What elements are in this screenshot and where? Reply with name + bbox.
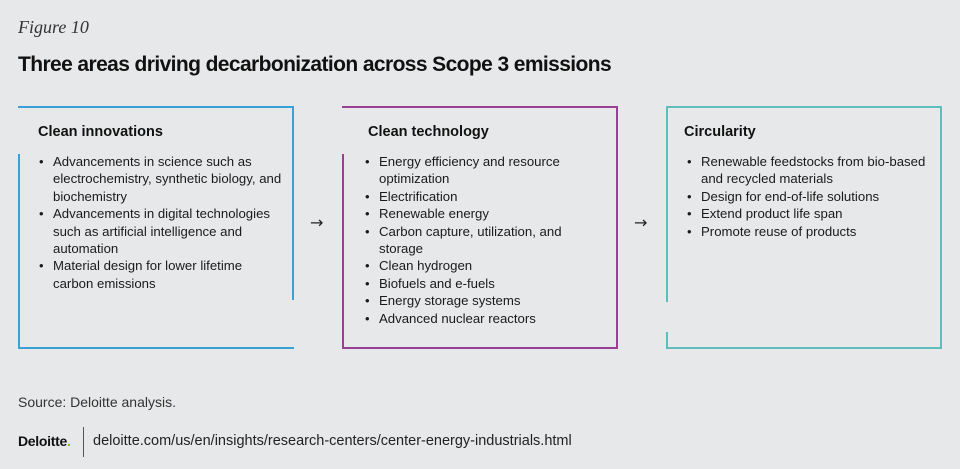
list-item: • Promote reuse of products bbox=[686, 223, 931, 240]
list-item: • Renewable energy bbox=[364, 205, 599, 222]
list-item: • Biofuels and e-fuels bbox=[364, 275, 599, 292]
list-item: • Advancements in science such as electrochemistry, synthetic biology, and biochemistry bbox=[38, 153, 283, 205]
panel-border-bottom bbox=[666, 347, 942, 349]
panel-clean-innovations bbox=[18, 106, 294, 349]
list-item: • Energy storage systems bbox=[364, 292, 599, 309]
list-item: • Carbon capture, utilization, and storage bbox=[364, 223, 599, 258]
panel-clean-technology bbox=[342, 106, 618, 349]
arrow-right-icon: → bbox=[310, 213, 324, 232]
figure-title: Three areas driving decarbonization across Scope 3 emissions bbox=[18, 53, 612, 76]
list-item: • Energy efficiency and resource optimization bbox=[364, 153, 599, 188]
list-item: • Advanced nuclear reactors bbox=[364, 310, 599, 327]
source-note: Source: Deloitte analysis. bbox=[18, 394, 176, 410]
panel-circularity bbox=[666, 106, 942, 349]
list-item: • Electrification bbox=[364, 188, 599, 205]
footer bbox=[18, 425, 918, 459]
arrow-right-icon: → bbox=[634, 213, 648, 232]
panel-border-bottom-left bbox=[666, 332, 668, 349]
list-item: • Advancements in digital technologies such as artificial intelligence and automation bbox=[38, 205, 283, 257]
panel-list bbox=[38, 153, 283, 292]
panel-border-right bbox=[940, 106, 942, 349]
list-item: • Renewable feedstocks from bio-based and recycled materials bbox=[686, 153, 931, 188]
list-item: • Material design for lower lifetime carbon emissions bbox=[38, 257, 283, 292]
figure-label: Figure 10 bbox=[18, 17, 89, 37]
panel-title: Clean innovations bbox=[38, 124, 163, 140]
list-item: • Extend product life span bbox=[686, 205, 931, 222]
footer-url-link[interactable]: deloitte.com/us/en/insights/research-centers/center-energy-industrials.html bbox=[93, 433, 572, 449]
panel-title: Clean technology bbox=[368, 124, 489, 140]
logo-green-dot: . bbox=[66, 433, 71, 449]
deloitte-logo bbox=[18, 433, 71, 449]
list-item: • Clean hydrogen bbox=[364, 257, 599, 274]
footer-divider bbox=[83, 427, 84, 457]
list-item: • Design for end-of-life solutions bbox=[686, 188, 931, 205]
panel-list bbox=[364, 153, 599, 327]
panel-title: Circularity bbox=[684, 124, 756, 140]
logo-wordmark: Deloitte bbox=[18, 433, 67, 449]
panel-list bbox=[686, 153, 931, 240]
